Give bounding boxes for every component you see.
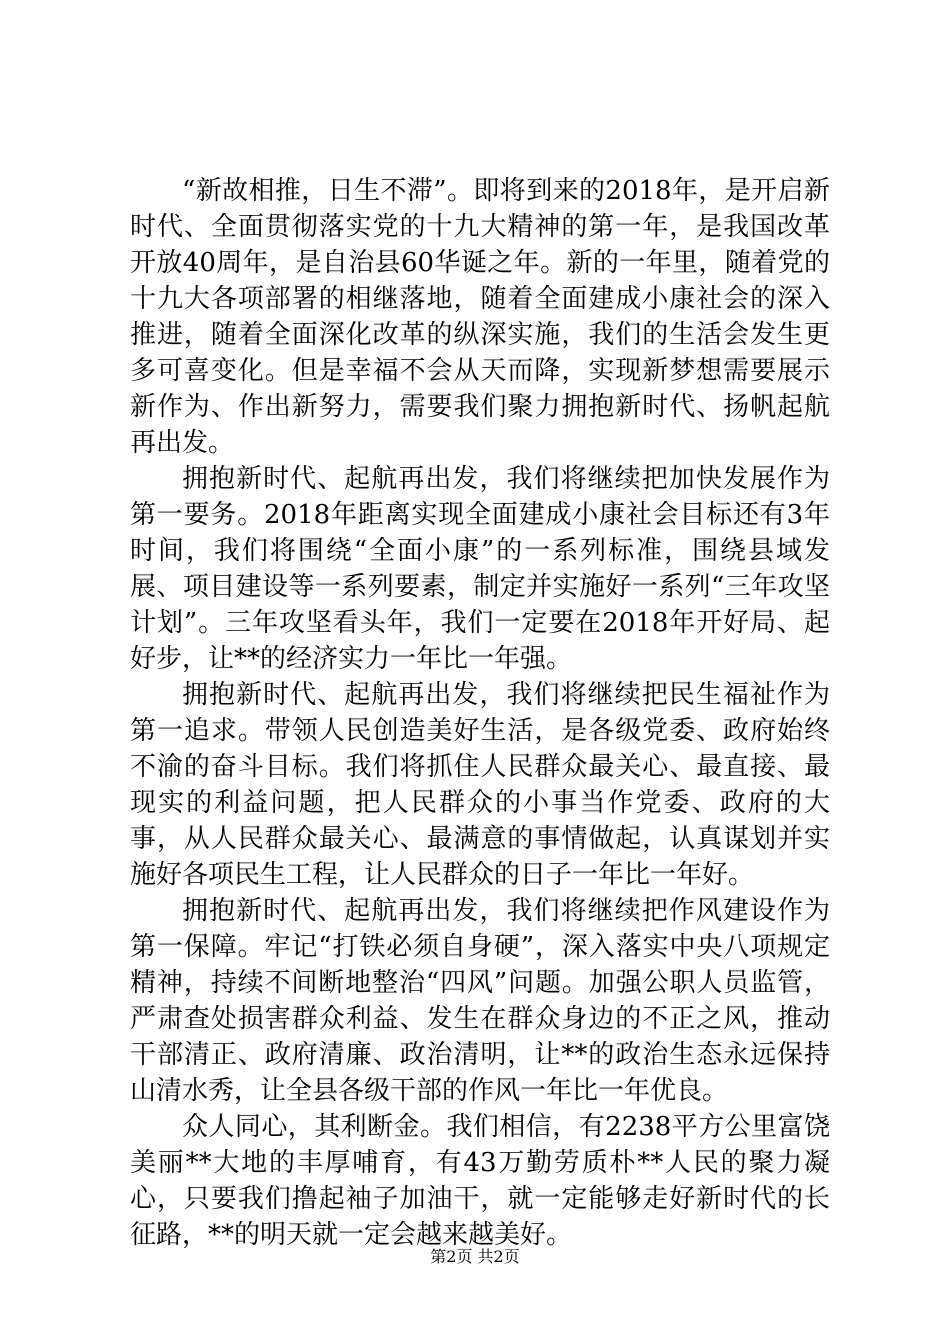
- page-footer: [0, 1246, 950, 1268]
- paragraph-2: 拥抱新时代、起航再出发，我们将继续把加快发展作为第一要务。2018年距离实现全面建成小康社会目标还有3年时间，我们将围绕“全面小康”的一系列标准，围绕县域发展、项目建设等一系列要素，制定并实施好一系列“三年攻坚计划”。三年攻坚看头年，我们一定要在2018年开好局、起好步，让**的经济实力一年比一年强。: [130, 464, 830, 674]
- paragraph-3: 拥抱新时代、起航再出发，我们将继续把民生福祉作为第一追求。带领人民创造美好生活，是各级党委、政府始终不渝的奋斗目标。我们将抓住人民群众最关心、最直接、最现实的利益问题，把人民群众的小事当作党委、政府的大事，从人民群众最关心、最满意的事情做起，认真谋划并实施好各项民生工程，让人民群众的日子一年比一年好。: [130, 680, 830, 890]
- paragraph-1: “新故相推，日生不滞”。即将到来的2018年，是开启新时代、全面贯彻落实党的十九大精神的第一年，是我国改革开放40周年，是自治县60华诞之年。新的一年里，随着党的十九大各项部署的相继落地，随着全面建成小康社会的深入推进，随着全面深化改革的纵深实施，我们的生活会发生更多可喜变化。但是幸福不会从天而降，实现新梦想需要展示新作为、作出新努力，需要我们聚力拥抱新时代、扬帆起航再出发。: [130, 176, 830, 458]
- paragraph-4: 拥抱新时代、起航再出发，我们将继续把作风建设作为第一保障。牢记“打铁必须自身硬”，深入落实中央八项规定精神，持续不间断地整治“四风”问题。加强公职人员监管，严肃查处损害群众利益、发生在群众身边的不正之风，推动干部清正、政府清廉、政治清明，让**的政治生态永远保持山清水秀，让全县各级干部的作风一年比一年优良。: [130, 896, 830, 1106]
- page-number: 第2页 共2页: [430, 1247, 520, 1266]
- document-body: [130, 173, 830, 1253]
- paragraph-5: 众人同心，其利断金。我们相信，有2238平方公里富饶美丽**大地的丰厚哺育，有43万勤劳质朴**人民的聚力凝心，只要我们撸起袖子加油干，就一定能够走好新时代的长征路，**的明天就一定会越来越美好。: [130, 1112, 830, 1250]
